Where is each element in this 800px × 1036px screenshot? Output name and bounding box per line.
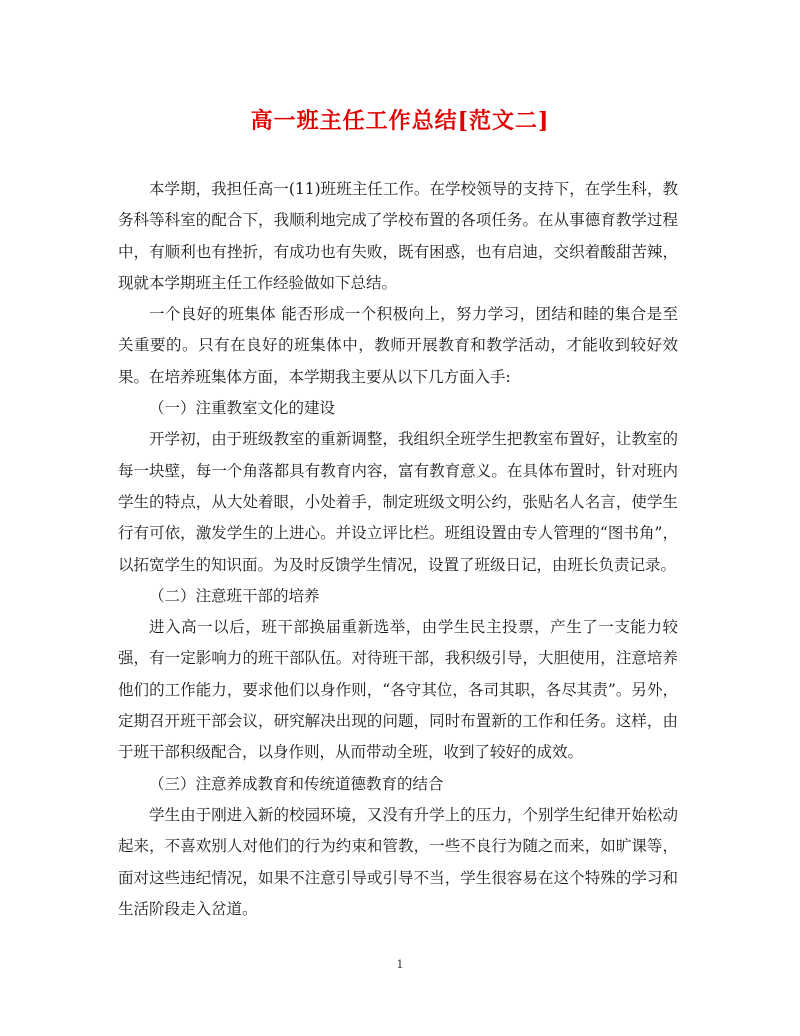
paragraph-intro: 本学期，我担任高一(11)班班主任工作。在学校领导的支持下，在学生科，教务科等科室的配合下，我顺利地完成了学校布置的各项任务。在从事德育教学过程中，有顺利也有挫折，有成功也有失败，既有困惑，也有启迪，交织着酸甜苦辣，现就本学期班主任工作经验做如下总结。: [118, 180, 678, 292]
section-heading-moral-education: （三）注意养成教育和传统道德教育的结合: [149, 774, 444, 793]
paragraph-class-cadres: 进入高一以后，班干部换届重新选举，由学生民主投票，产生了一支能力较强，有一定影响力的班干部队伍。对待班干部，我积级引导，大胆使用，注意培养他们的工作能力，要求他们以身作则，“各守其位，各司其职，各尽其责”。另外，定期召开班干部会议，研究解决出现的问题，同时布置新的工作和任务。这样，由于班干部积级配合，以身作则，从而带动全班，收到了较好的成效。: [118, 618, 678, 762]
page-number: 1: [396, 958, 404, 971]
document-title: 高一班主任工作总结[范文二]: [250, 108, 550, 134]
document-body: [118, 174, 678, 925]
paragraph-classroom-culture: 开学初，由于班级教室的重新调整，我组织全班学生把教室布置好，让教室的每一块壁，每一个角落都具有教育内容，富有教育意义。在具体布置时，针对班内学生的特点，从大处着眼，小处着手，制定班级文明公约，张贴名人名言，使学生行有可依，激发学生的上进心。并设立评比栏。班组设置由专人管理的“图书角”，以拓宽学生的知识面。为及时反馈学生情况，设置了班级日记，由班长负责记录。: [118, 430, 678, 574]
paragraph-moral-education: 学生由于刚进入新的校园环境，又没有升学上的压力，个别学生纪律开始松动起来，不喜欢别人对他们的行为约束和管教，一些不良行为随之而来，如旷课等，面对这些违纪情况，如果不注意引导或引导不当，学生很容易在这个特殊的学习和生活阶段走入岔道。: [118, 805, 678, 918]
section-heading-class-cadres: （二）注意班干部的培养: [149, 586, 320, 605]
section-heading-classroom-culture: （一）注重教室文化的建设: [149, 399, 336, 418]
paragraph-class-collective: 一个良好的班集体 能否形成一个积极向上，努力学习，团结和睦的集合是至关重要的。只有在良好的班集体中，教师开展教育和教学活动，才能收到较好效果。在培养班集体方面，本学期我主要从以下几方面入手:: [118, 305, 678, 386]
